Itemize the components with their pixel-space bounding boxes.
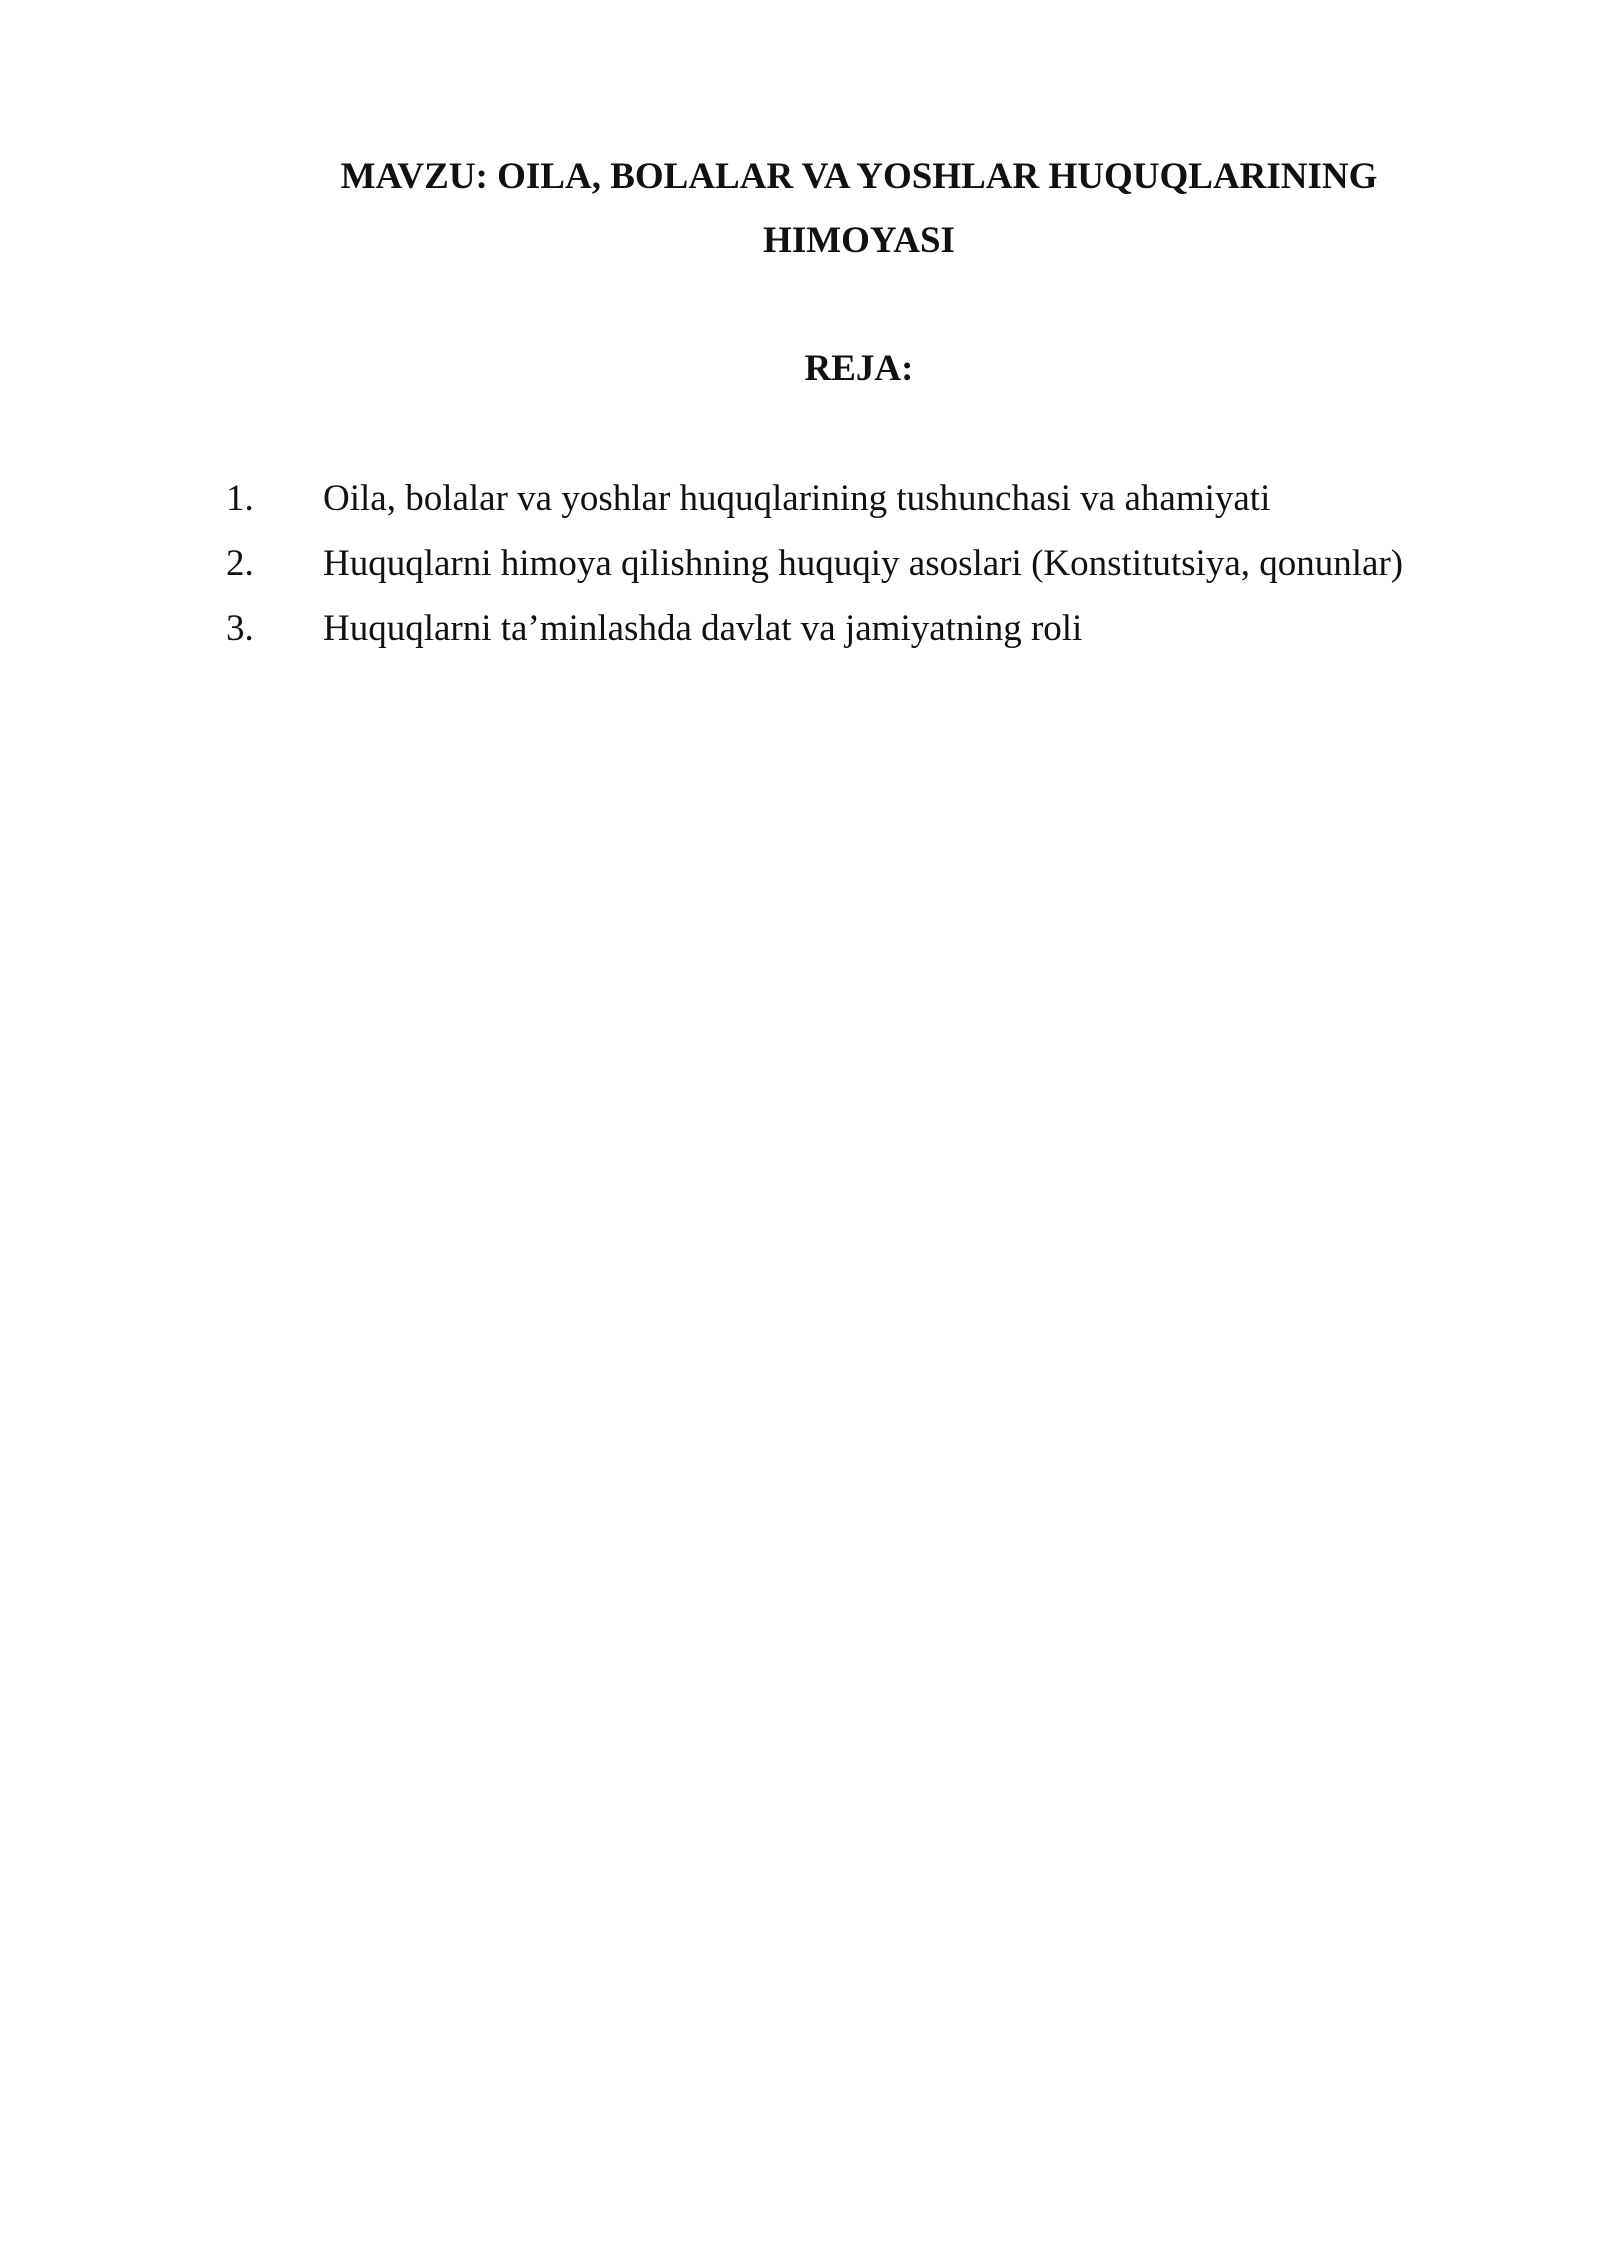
plan-item (226, 531, 1476, 596)
plan-item (226, 466, 1476, 531)
plan-list (226, 466, 1476, 661)
plan-item-number: 2. (226, 543, 254, 584)
title-line-1: MAVZU: OILA, BOLALAR VA YOSHLAR HUQUQLARINING (340, 156, 1378, 197)
plan-item-text: Huquqlarni himoya qilishning huquqiy asoslari (Konstitutsiya, qonunlar) (323, 543, 1404, 584)
plan-heading: REJA: (804, 348, 914, 389)
plan-item-text: Huquqlarni ta’minlashda davlat va jamiyatning roli (323, 608, 1083, 649)
title-line-2: HIMOYASI (763, 220, 955, 261)
plan-item (226, 596, 1476, 661)
document-title (226, 145, 1492, 273)
plan-item-text: Oila, bolalar va yoshlar huquqlarining tushunchasi va ahamiyati (323, 478, 1271, 519)
plan-item-number: 1. (226, 478, 254, 519)
plan-item-number: 3. (226, 608, 254, 649)
